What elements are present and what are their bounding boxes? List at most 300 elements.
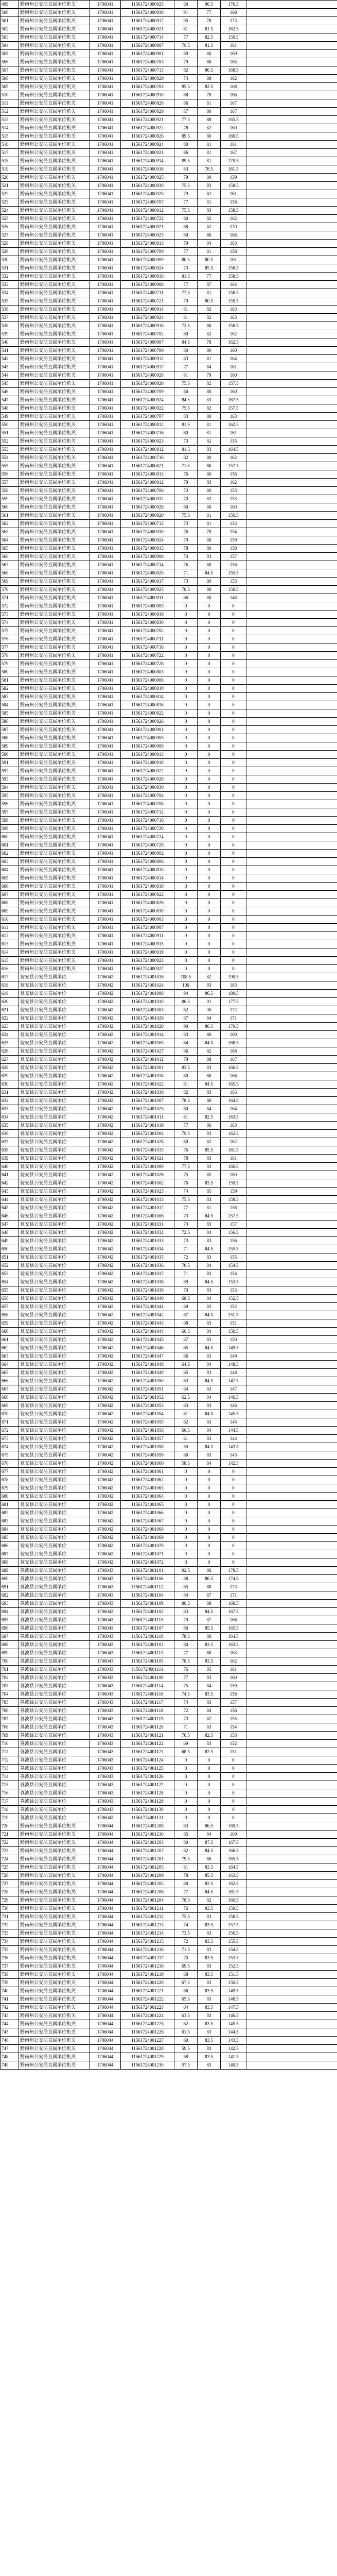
written-score-cell: 81 (174, 25, 198, 33)
interview-score-cell: 79 (198, 371, 221, 380)
interview-score-cell: 82 (198, 306, 221, 314)
table-row (1, 1748, 337, 1756)
seq-cell: 673 (1, 1435, 19, 1443)
blank-cell (246, 775, 337, 784)
blank-cell (246, 883, 337, 891)
blank-cell (246, 1039, 337, 1047)
blank-cell (246, 1484, 337, 1493)
admission-number-cell: 11561724000913 (121, 751, 174, 759)
total-score-cell: 146.5 (221, 2012, 246, 2020)
blank-cell (246, 1229, 337, 1237)
post-code-cell: 1706041 (90, 190, 121, 198)
unit-cell: 黔南州公安局直属单位机关 (19, 289, 90, 297)
admission-number-cell: 11561724001062 (121, 1476, 174, 1484)
unit-cell: 瓮安县公安局直属单位 (19, 1534, 90, 1542)
written-score-cell: 0 (174, 767, 198, 775)
admission-number-cell: 11561724000907 (121, 924, 174, 932)
admission-number-cell: 11561724001036 (121, 1262, 174, 1270)
blank-cell (246, 1369, 337, 1377)
seq-cell: 544 (1, 371, 19, 380)
interview-score-cell: 83 (198, 2012, 221, 2020)
post-code-cell: 1706041 (90, 165, 121, 174)
admission-number-cell: 11561724000926 (121, 775, 174, 784)
table-row (1, 652, 337, 660)
seq-cell: 564 (1, 536, 19, 545)
admission-number-cell: 11561724000711 (121, 635, 174, 643)
written-score-cell: 63.5 (174, 2012, 198, 2020)
unit-cell: 黔南州公安局直属单位机关 (19, 240, 90, 248)
total-score-cell: 164.5 (221, 1863, 246, 1872)
seq-cell: 659 (1, 1319, 19, 1328)
seq-cell: 675 (1, 1451, 19, 1460)
total-score-cell: 171 (221, 1591, 246, 1600)
unit-cell: 黔南州公安局直属单位机关 (19, 676, 90, 685)
blank-cell (246, 1831, 337, 1839)
total-score-cell: 0 (221, 1509, 246, 1517)
total-score-cell: 161 (221, 190, 246, 198)
admission-number-cell: 11561724001127 (121, 1781, 174, 1789)
total-score-cell: 0 (221, 850, 246, 858)
blank-cell (246, 116, 337, 124)
unit-cell: 黔南州公安局直属单位机关 (19, 965, 90, 973)
total-score-cell: 161 (221, 1155, 246, 1163)
post-code-cell: 1706043 (90, 1624, 121, 1633)
blank-cell (246, 1418, 337, 1427)
blank-cell (246, 1361, 337, 1369)
table-row (1, 1023, 337, 1031)
seq-cell: 584 (1, 701, 19, 709)
post-code-cell: 1706042 (90, 1245, 121, 1253)
seq-cell: 567 (1, 561, 19, 569)
unit-cell: 黔南州公安局直属单位机关 (19, 165, 90, 174)
written-score-cell: 62.5 (174, 1394, 198, 1402)
post-code-cell: 1706041 (90, 306, 121, 314)
table-row (1, 66, 337, 75)
post-code-cell: 1706041 (90, 215, 121, 223)
table-row (1, 1863, 337, 1872)
seq-cell: 607 (1, 891, 19, 899)
total-score-cell: 142.5 (221, 2045, 246, 2053)
written-score-cell: 59.5 (174, 2045, 198, 2053)
total-score-cell: 148 (221, 1369, 246, 1377)
unit-cell: 瓮安县公安局直属单位 (19, 1221, 90, 1229)
post-code-cell: 1706041 (90, 314, 121, 322)
seq-cell: 591 (1, 759, 19, 767)
blank-cell (246, 1056, 337, 1064)
interview-score-cell: 77 (198, 9, 221, 17)
interview-score-cell: 84.5 (198, 1080, 221, 1089)
post-code-cell: 1706043 (90, 1608, 121, 1616)
total-score-cell: 157 (221, 1221, 246, 1229)
interview-score-cell: 0 (198, 718, 221, 726)
blank-cell (246, 363, 337, 371)
admission-number-cell: 11561724000810 (121, 685, 174, 693)
table-row (1, 25, 337, 33)
seq-cell: 658 (1, 1311, 19, 1319)
seq-cell: 655 (1, 1286, 19, 1295)
written-score-cell: 77 (174, 1674, 198, 1682)
seq-cell: 653 (1, 1270, 19, 1278)
post-code-cell: 1706041 (90, 668, 121, 676)
total-score-cell: 163 (221, 306, 246, 314)
interview-score-cell: 82.5 (198, 33, 221, 42)
written-score-cell: 0 (174, 883, 198, 891)
interview-score-cell: 84 (198, 1831, 221, 1839)
table-row (1, 58, 337, 66)
post-code-cell: 1706043 (90, 1641, 121, 1649)
unit-cell: 瓮安县公安局直属单位 (19, 1089, 90, 1097)
admission-number-cell: 11561724001057 (121, 1435, 174, 1443)
seq-cell: 749 (1, 2061, 19, 2070)
unit-cell: 瓮安县公安局直属单位 (19, 1509, 90, 1517)
table-row (1, 1212, 337, 1221)
interview-score-cell: 0 (198, 858, 221, 866)
interview-score-cell: 84 (198, 1262, 221, 1270)
seq-cell: 738 (1, 1971, 19, 1979)
post-code-cell: 1706042 (90, 1501, 121, 1509)
interview-score-cell: 86 (198, 1567, 221, 1575)
total-score-cell: 170.5 (221, 1023, 246, 1031)
table-row (1, 2028, 337, 2037)
written-score-cell: 76 (174, 561, 198, 569)
interview-score-cell: 0 (198, 1550, 221, 1558)
unit-cell: 黔南州公安局直属单位机关 (19, 586, 90, 594)
total-score-cell: 165.5 (221, 1855, 246, 1863)
seq-cell: 686 (1, 1542, 19, 1550)
total-score-cell: 0 (221, 742, 246, 751)
admission-number-cell: 11561724001222 (121, 1995, 174, 2004)
written-score-cell: 81 (174, 306, 198, 314)
unit-cell: 黔南州公安局直属单位机关 (19, 33, 90, 42)
unit-cell: 黔南州公安局直属单位机关 (19, 553, 90, 561)
blank-cell (246, 907, 337, 916)
table-row (1, 182, 337, 190)
post-code-cell: 1706041 (90, 916, 121, 924)
blank-cell (246, 1616, 337, 1624)
blank-cell (246, 1855, 337, 1863)
post-code-cell: 1706042 (90, 1435, 121, 1443)
unit-cell: 黔南州公安局直属单位机关 (19, 149, 90, 157)
total-score-cell: 0 (221, 825, 246, 833)
blank-cell (246, 256, 337, 264)
unit-cell: 黔南州公安局直属单位机关 (19, 2045, 90, 2053)
written-score-cell: 61 (174, 1410, 198, 1418)
written-score-cell: 88 (174, 91, 198, 99)
unit-cell: 黔南州公安局直属单位机关 (19, 1, 90, 9)
table-row (1, 1616, 337, 1624)
table-row (1, 1484, 337, 1493)
total-score-cell: 159.5 (221, 1905, 246, 1913)
unit-cell: 荔波县公安局直属单位 (19, 1674, 90, 1682)
unit-cell: 荔波县公安局直属单位 (19, 1732, 90, 1740)
seq-cell: 682 (1, 1509, 19, 1517)
post-code-cell: 1706041 (90, 108, 121, 116)
admission-number-cell: 11561724001229 (121, 2053, 174, 2061)
total-score-cell: 157.5 (221, 1921, 246, 1929)
interview-score-cell: 84.5 (198, 1410, 221, 1418)
seq-cell: 724 (1, 1855, 19, 1863)
total-score-cell: 167.5 (221, 396, 246, 404)
unit-cell: 黔南州公安局直属单位机关 (19, 1971, 90, 1979)
admission-number-cell: 11561724000914 (121, 157, 174, 165)
blank-cell (246, 306, 337, 314)
unit-cell: 荔波县公安局直属单位 (19, 1624, 90, 1633)
total-score-cell: 160 (221, 388, 246, 396)
blank-cell (246, 1064, 337, 1072)
interview-score-cell: 78 (198, 17, 221, 25)
written-score-cell: 77.5 (174, 1163, 198, 1171)
table-row (1, 817, 337, 825)
unit-cell: 黔南州公安局直属单位机关 (19, 174, 90, 182)
blank-cell (246, 726, 337, 734)
interview-score-cell: 88 (198, 1056, 221, 1064)
post-code-cell: 1706041 (90, 413, 121, 421)
post-code-cell: 1706041 (90, 437, 121, 446)
post-code-cell: 1706041 (90, 388, 121, 396)
table-row (1, 1361, 337, 1369)
written-score-cell: 0 (174, 652, 198, 660)
blank-cell (246, 281, 337, 289)
seq-cell: 624 (1, 1031, 19, 1039)
post-code-cell: 1706044 (90, 1979, 121, 1987)
seq-cell: 636 (1, 1130, 19, 1138)
post-code-cell: 1706041 (90, 9, 121, 17)
unit-cell: 瓮安县公安局直属单位 (19, 998, 90, 1006)
table-row (1, 91, 337, 99)
seq-cell: 669 (1, 1402, 19, 1410)
admission-number-cell: 11561724000712 (121, 520, 174, 528)
seq-cell: 517 (1, 149, 19, 157)
admission-number-cell: 11561724000913 (121, 240, 174, 248)
blank-cell (246, 1188, 337, 1196)
blank-cell (246, 91, 337, 99)
total-score-cell: 168.5 (221, 1039, 246, 1047)
unit-cell: 黔南州公安局直属单位机关 (19, 108, 90, 116)
interview-score-cell: 86.5 (198, 1822, 221, 1831)
table-row (1, 1896, 337, 1905)
table-row (1, 1608, 337, 1616)
total-score-cell: 161 (221, 363, 246, 371)
interview-score-cell: 83 (198, 1196, 221, 1204)
admission-number-cell: 11561724001032 (121, 1229, 174, 1237)
written-score-cell: 0 (174, 1558, 198, 1567)
seq-cell: 671 (1, 1418, 19, 1427)
interview-score-cell: 82 (198, 330, 221, 338)
seq-cell: 736 (1, 1954, 19, 1962)
admission-number-cell: 11561724000812 (121, 446, 174, 454)
table-row (1, 2037, 337, 2045)
seq-cell: 708 (1, 1723, 19, 1732)
total-score-cell: 160 (221, 124, 246, 132)
total-score-cell: 172 (221, 1006, 246, 1014)
post-code-cell: 1706041 (90, 643, 121, 652)
written-score-cell: 80 (174, 1, 198, 9)
unit-cell: 黔南州公安局直属单位机关 (19, 611, 90, 619)
written-score-cell: 84.5 (174, 396, 198, 404)
blank-cell (246, 1995, 337, 2004)
seq-cell: 604 (1, 866, 19, 874)
blank-cell (246, 388, 337, 396)
post-code-cell: 1706041 (90, 396, 121, 404)
written-score-cell: 60 (174, 1451, 198, 1460)
blank-cell (246, 198, 337, 207)
written-score-cell: 68 (174, 1319, 198, 1328)
post-code-cell: 1706041 (90, 380, 121, 388)
admission-number-cell: 11561724000923 (121, 231, 174, 240)
admission-number-cell: 11561724001066 (121, 1509, 174, 1517)
table-row (1, 240, 337, 248)
interview-score-cell: 80 (198, 545, 221, 553)
unit-cell: 黔南州公安局直属单位机关 (19, 808, 90, 817)
admission-number-cell: 11561724000925 (121, 1, 174, 9)
blank-cell (246, 841, 337, 850)
table-row (1, 1460, 337, 1468)
written-score-cell: 80 (174, 215, 198, 223)
table-row (1, 1196, 337, 1204)
blank-cell (246, 643, 337, 652)
table-row (1, 396, 337, 404)
seq-cell: 548 (1, 404, 19, 413)
seq-cell: 692 (1, 1591, 19, 1600)
interview-score-cell: 83 (198, 2061, 221, 2070)
seq-cell: 657 (1, 1303, 19, 1311)
total-score-cell: 0 (221, 858, 246, 866)
seq-cell: 732 (1, 1921, 19, 1929)
blank-cell (246, 108, 337, 116)
total-score-cell: 159 (221, 536, 246, 545)
seq-cell: 706 (1, 1707, 19, 1715)
written-score-cell: 89.5 (174, 132, 198, 141)
table-row (1, 1113, 337, 1122)
written-score-cell: 86 (174, 1047, 198, 1056)
written-score-cell: 0 (174, 685, 198, 693)
unit-cell: 黔南州公安局直属单位机关 (19, 66, 90, 75)
blank-cell (246, 685, 337, 693)
blank-cell (246, 1031, 337, 1039)
unit-cell: 黔南州公安局直属单位机关 (19, 91, 90, 99)
seq-cell: 666 (1, 1377, 19, 1385)
written-score-cell: 0 (174, 1501, 198, 1509)
blank-cell (246, 1896, 337, 1905)
written-score-cell: 77 (174, 1649, 198, 1657)
interview-score-cell: 83 (198, 1352, 221, 1361)
post-code-cell: 1706043 (90, 1715, 121, 1723)
unit-cell: 瓮安县公安局直属单位 (19, 1303, 90, 1311)
post-code-cell: 1706042 (90, 1517, 121, 1526)
total-score-cell: 163.5 (221, 1113, 246, 1122)
seq-cell: 642 (1, 1179, 19, 1188)
total-score-cell: 165.5 (221, 116, 246, 124)
post-code-cell: 1706043 (90, 1657, 121, 1666)
unit-cell: 黔南州公安局直属单位机关 (19, 2028, 90, 2037)
post-code-cell: 1706041 (90, 594, 121, 602)
seq-cell: 715 (1, 1781, 19, 1789)
interview-score-cell: 78.5 (198, 165, 221, 174)
written-score-cell: 76 (174, 470, 198, 479)
seq-cell: 515 (1, 132, 19, 141)
post-code-cell: 1706042 (90, 1361, 121, 1369)
interview-score-cell: 82 (198, 1138, 221, 1146)
admission-number-cell: 11561724001213 (121, 1921, 174, 1929)
unit-cell: 黔南州公安局直属单位机关 (19, 545, 90, 553)
interview-score-cell: 82.5 (198, 1748, 221, 1756)
admission-number-cell: 11561724001211 (121, 1905, 174, 1913)
interview-score-cell: 81 (198, 1204, 221, 1212)
admission-number-cell: 11561724001013 (121, 1196, 174, 1204)
blank-cell (246, 1929, 337, 1938)
admission-number-cell: 11561724000808 (121, 676, 174, 685)
blank-cell (246, 1740, 337, 1748)
unit-cell: 黔南州公安局直属单位机关 (19, 569, 90, 578)
seq-cell: 583 (1, 693, 19, 701)
interview-score-cell: 86 (198, 1649, 221, 1657)
interview-score-cell: 84 (198, 1682, 221, 1690)
written-score-cell: 60.5 (174, 1427, 198, 1435)
blank-cell (246, 1286, 337, 1295)
interview-score-cell: 80 (198, 578, 221, 586)
written-score-cell: 57.5 (174, 2061, 198, 2070)
admission-number-cell: 11561724001060 (121, 1460, 174, 1468)
unit-cell: 黔南州公安局直属单位机关 (19, 1929, 90, 1938)
interview-score-cell: 83 (198, 479, 221, 487)
total-score-cell: 154 (221, 520, 246, 528)
total-score-cell: 149 (221, 1352, 246, 1361)
unit-cell: 瓮安县公安局直属单位 (19, 1122, 90, 1130)
table-row (1, 1146, 337, 1155)
post-code-cell: 1706041 (90, 17, 121, 25)
written-score-cell: 0 (174, 1756, 198, 1765)
table-row (1, 1204, 337, 1212)
blank-cell (246, 1888, 337, 1896)
table-row (1, 83, 337, 91)
admission-number-cell: 11561724001109 (121, 1600, 174, 1608)
total-score-cell: 0 (221, 627, 246, 635)
written-score-cell: 0 (174, 1493, 198, 1501)
total-score-cell: 154.5 (221, 1946, 246, 1954)
table-row (1, 1286, 337, 1295)
admission-number-cell: 11561724000907 (121, 338, 174, 347)
blank-cell (246, 1946, 337, 1954)
total-score-cell: 163 (221, 240, 246, 248)
total-score-cell: 0 (221, 1542, 246, 1550)
unit-cell: 黔南州公安局直属单位机关 (19, 470, 90, 479)
table-row (1, 9, 337, 17)
interview-score-cell: 88 (198, 116, 221, 124)
unit-cell: 荔波县公安局直属单位 (19, 1748, 90, 1756)
blank-cell (246, 1303, 337, 1311)
post-code-cell: 1706043 (90, 1806, 121, 1814)
blank-cell (246, 1352, 337, 1361)
unit-cell: 黔南州公安局直属单位机关 (19, 701, 90, 709)
table-row (1, 536, 337, 545)
table-row (1, 99, 337, 108)
interview-score-cell: 0 (198, 948, 221, 957)
post-code-cell: 1706043 (90, 1765, 121, 1773)
interview-score-cell: 81 (198, 355, 221, 363)
written-score-cell: 0 (174, 924, 198, 932)
seq-cell: 520 (1, 174, 19, 182)
interview-score-cell: 0 (198, 841, 221, 850)
interview-score-cell: 84.5 (198, 1888, 221, 1896)
written-score-cell: 86.5 (174, 998, 198, 1006)
written-score-cell: 0 (174, 907, 198, 916)
blank-cell (246, 1468, 337, 1476)
total-score-cell: 161.5 (221, 165, 246, 174)
post-code-cell: 1706042 (90, 1443, 121, 1451)
post-code-cell: 1706044 (90, 1995, 121, 2004)
table-row (1, 520, 337, 528)
interview-score-cell: 86 (198, 1633, 221, 1641)
